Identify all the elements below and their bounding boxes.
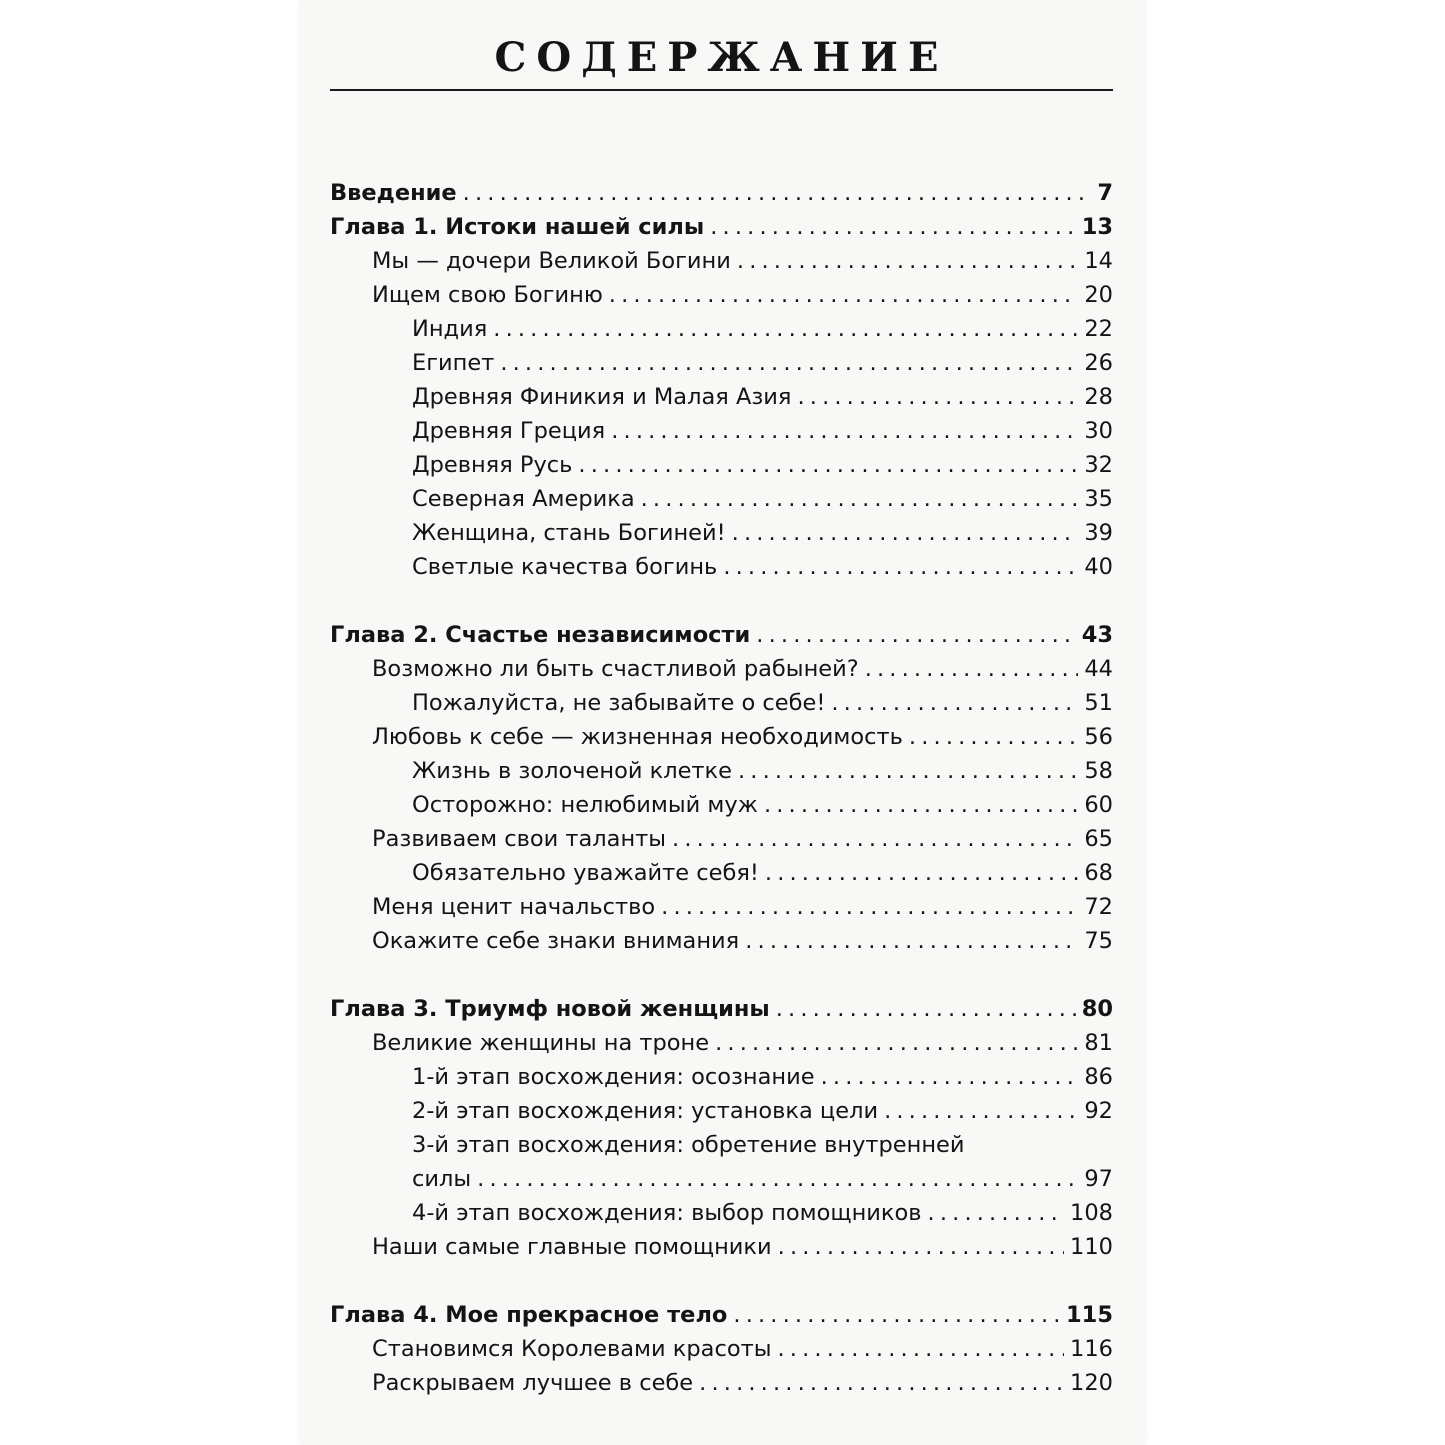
toc-section[interactable] — [330, 822, 1113, 856]
dot-leader — [732, 516, 1079, 550]
toc-page-number: 81 — [1084, 1030, 1113, 1056]
table-of-contents — [330, 176, 1113, 1400]
toc-entry-title: Меня ценит начальство — [372, 894, 656, 920]
toc-subsection[interactable] — [330, 516, 1113, 550]
toc-entry-title: 4-й этап восхождения: выбор помощников — [412, 1200, 922, 1226]
dot-leader — [831, 686, 1078, 720]
toc-entry-title: Светлые качества богинь — [412, 554, 718, 580]
toc-entry-title: Древняя Финикия и Малая Азия — [412, 384, 792, 410]
toc-page-number: 43 — [1081, 622, 1113, 648]
toc-page-number: 26 — [1084, 350, 1113, 376]
toc-entry-title: 1-й этап восхождения: осознание — [412, 1064, 815, 1090]
dot-leader — [745, 924, 1078, 958]
toc-page-number: 13 — [1081, 214, 1113, 240]
dot-leader — [710, 210, 1075, 244]
dot-leader — [699, 1366, 1064, 1400]
toc-subsection[interactable] — [330, 482, 1113, 516]
toc-section[interactable] — [330, 924, 1113, 958]
toc-entry-title: Осторожно: нелюбимый муж — [412, 792, 758, 818]
toc-section[interactable] — [330, 278, 1113, 312]
toc-entry-title: Глава 3. Триумф новой женщины — [330, 996, 770, 1022]
toc-subsection-continuation[interactable] — [330, 1162, 1113, 1196]
toc-section[interactable] — [330, 652, 1113, 686]
toc-section[interactable] — [330, 1230, 1113, 1264]
dot-leader — [715, 1026, 1078, 1060]
toc-entry-title: Раскрываем лучшее в себе — [372, 1370, 694, 1396]
toc-page-number: 110 — [1070, 1234, 1113, 1260]
dot-leader — [738, 754, 1078, 788]
toc-entry-title: Северная Америка — [412, 486, 635, 512]
toc-page-number: 40 — [1084, 554, 1113, 580]
toc-entry-title: Великие женщины на троне — [372, 1030, 710, 1056]
dot-leader — [641, 482, 1079, 516]
toc-entry-title: Индия — [412, 316, 488, 342]
toc-entry-title: Глава 4. Мое прекрасное тело — [330, 1302, 728, 1328]
toc-subsection[interactable] — [330, 686, 1113, 720]
toc-entry-title: Возможно ли быть счастливой рабыней? — [372, 656, 859, 682]
toc-page-number: 28 — [1084, 384, 1113, 410]
toc-entry-title: Женщина, стань Богиней! — [412, 520, 726, 546]
dot-leader — [928, 1196, 1065, 1230]
dot-leader — [737, 244, 1078, 278]
dot-leader — [723, 550, 1078, 584]
toc-page-number: 30 — [1084, 418, 1113, 444]
toc-page-number: 86 — [1084, 1064, 1113, 1090]
toc-subsection[interactable] — [330, 380, 1113, 414]
toc-subsection[interactable] — [330, 1128, 1113, 1162]
toc-entry-title: Ищем свою Богиню — [372, 282, 603, 308]
toc-subsection[interactable] — [330, 1060, 1113, 1094]
toc-entry-title: Окажите себе знаки внимания — [372, 928, 740, 954]
dot-leader — [797, 380, 1078, 414]
toc-entry-intro[interactable] — [330, 176, 1113, 210]
toc-subsection[interactable] — [330, 414, 1113, 448]
toc-page-number: 39 — [1084, 520, 1113, 546]
toc-page-number: 44 — [1084, 656, 1113, 682]
toc-entry-title: Наши самые главные помощники — [372, 1234, 772, 1260]
dot-leader — [463, 176, 1092, 210]
toc-page-number: 7 — [1097, 180, 1113, 206]
dot-leader — [611, 414, 1078, 448]
dot-leader — [672, 822, 1078, 856]
toc-page-number: 51 — [1084, 690, 1113, 716]
toc-entry-title: Развиваем свои таланты — [372, 826, 667, 852]
toc-entry-title: Египет — [412, 350, 495, 376]
toc-entry-title: Введение — [330, 180, 457, 206]
toc-entry-title-continuation: силы — [412, 1166, 472, 1192]
toc-page-number: 56 — [1084, 724, 1113, 750]
toc-page-number: 68 — [1084, 860, 1113, 886]
toc-chapter-2[interactable] — [330, 618, 1113, 652]
toc-subsection[interactable] — [330, 550, 1113, 584]
toc-entry-title: Жизнь в золоченой клетке — [412, 758, 732, 784]
toc-section[interactable] — [330, 1026, 1113, 1060]
toc-section[interactable] — [330, 720, 1113, 754]
toc-entry-title: Древняя Греция — [412, 418, 606, 444]
toc-subsection[interactable] — [330, 1094, 1113, 1128]
toc-page-number: 14 — [1084, 248, 1113, 274]
dot-leader — [778, 1230, 1064, 1264]
toc-page-number: 108 — [1070, 1200, 1113, 1226]
toc-entry-title: 3-й этап восхождения: обретение внутренней — [412, 1132, 965, 1158]
toc-entry-title: 2-й этап восхождения: установка цели — [412, 1098, 879, 1124]
toc-entry-title: Глава 1. Истоки нашей силы — [330, 214, 705, 240]
toc-subsection[interactable] — [330, 1196, 1113, 1230]
toc-page-number: 35 — [1084, 486, 1113, 512]
toc-entry-title: Древняя Русь — [412, 452, 573, 478]
dot-leader — [884, 1094, 1078, 1128]
toc-entry-title: Пожалуйста, не забывайте о себе! — [412, 690, 826, 716]
toc-section[interactable] — [330, 1332, 1113, 1366]
toc-page-number: 22 — [1084, 316, 1113, 342]
dot-leader — [909, 720, 1078, 754]
toc-page-number: 116 — [1070, 1336, 1113, 1362]
toc-page-number: 65 — [1084, 826, 1113, 852]
toc-section[interactable] — [330, 1366, 1113, 1400]
toc-subsection[interactable] — [330, 346, 1113, 380]
toc-subsection[interactable] — [330, 754, 1113, 788]
toc-entry-title: Мы — дочери Великой Богини — [372, 248, 731, 274]
toc-page-number: 92 — [1084, 1098, 1113, 1124]
dot-leader — [500, 346, 1078, 380]
toc-entry-title: Обязательно уважайте себя! — [412, 860, 759, 886]
dot-leader — [733, 1298, 1060, 1332]
dot-leader — [578, 448, 1078, 482]
toc-subsection[interactable] — [330, 856, 1113, 890]
toc-section[interactable] — [330, 890, 1113, 924]
toc-page-number: 72 — [1084, 894, 1113, 920]
dot-leader — [756, 618, 1075, 652]
toc-entry-title: Любовь к себе — жизненная необходимость — [372, 724, 903, 750]
dot-leader — [777, 1332, 1064, 1366]
dot-leader — [661, 890, 1078, 924]
toc-page-number: 97 — [1084, 1166, 1113, 1192]
toc-section[interactable] — [330, 244, 1113, 278]
toc-entry-title: Становимся Королевами красоты — [372, 1336, 772, 1362]
toc-subsection[interactable] — [330, 448, 1113, 482]
dot-leader — [764, 788, 1078, 822]
dot-leader — [477, 1162, 1078, 1196]
toc-page-number: 58 — [1084, 758, 1113, 784]
toc-page-number: 32 — [1084, 452, 1113, 478]
toc-page-number: 60 — [1084, 792, 1113, 818]
title-rule — [330, 89, 1113, 91]
toc-page-number: 80 — [1081, 996, 1113, 1022]
toc-chapter-4[interactable] — [330, 1298, 1113, 1332]
page-title: СОДЕРЖАНИЕ — [494, 34, 949, 81]
toc-subsection[interactable] — [330, 312, 1113, 346]
toc-entry-title: Глава 2. Счастье независимости — [330, 622, 751, 648]
dot-leader — [865, 652, 1079, 686]
toc-page-number: 115 — [1066, 1302, 1113, 1328]
dot-leader — [821, 1060, 1079, 1094]
toc-chapter-3[interactable] — [330, 992, 1113, 1026]
dot-leader — [776, 992, 1076, 1026]
toc-page-number: 20 — [1084, 282, 1113, 308]
dot-leader — [493, 312, 1078, 346]
dot-leader — [609, 278, 1079, 312]
toc-chapter-1[interactable] — [330, 210, 1113, 244]
toc-page-number: 120 — [1070, 1370, 1113, 1396]
toc-subsection[interactable] — [330, 788, 1113, 822]
toc-page-number: 75 — [1084, 928, 1113, 954]
dot-leader — [765, 856, 1078, 890]
